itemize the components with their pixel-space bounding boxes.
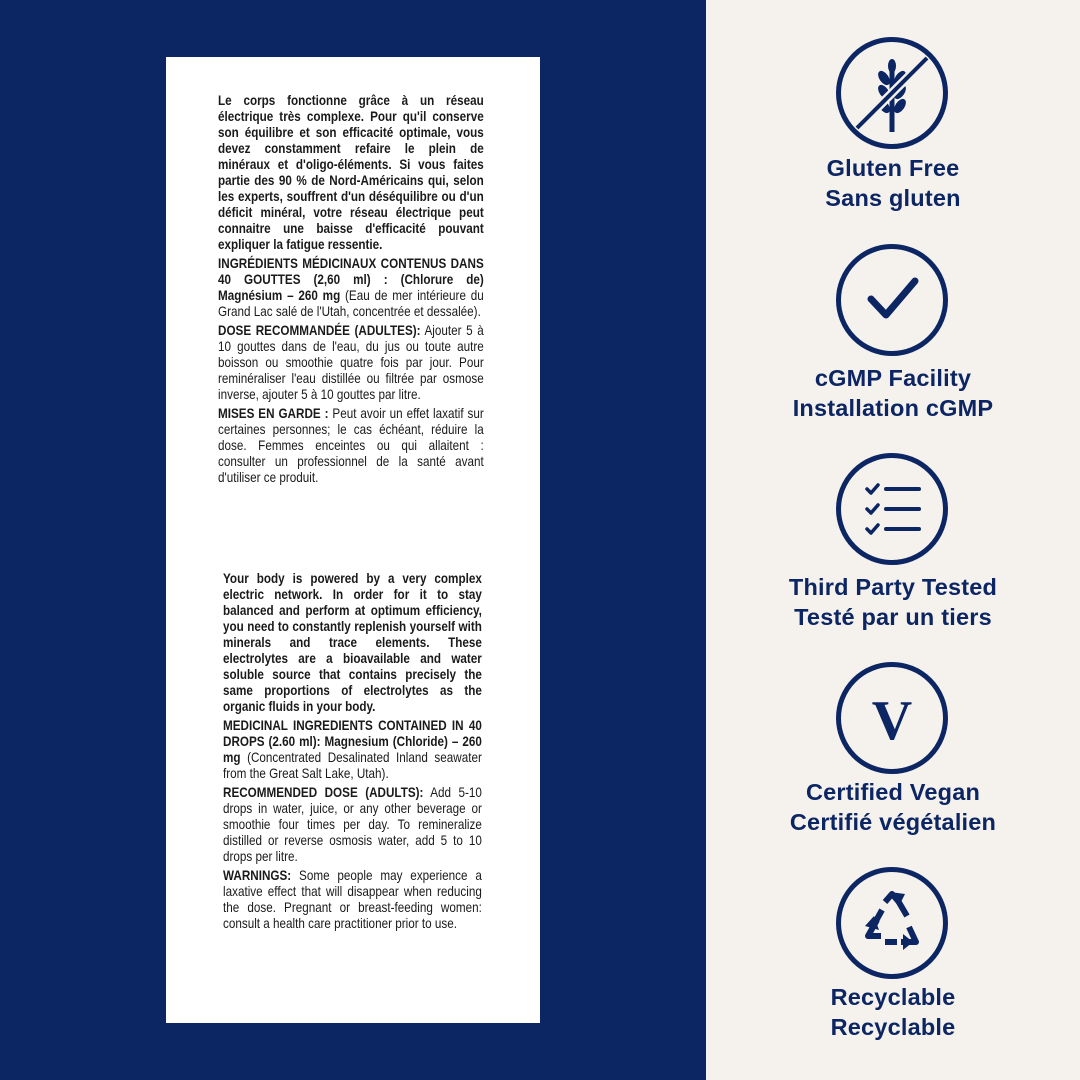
badge-gluten-free-subtitle: Sans gluten — [825, 185, 961, 211]
badge-cgmp-title: cGMP Facility — [814, 365, 972, 391]
vegan-v-letter: V — [871, 690, 913, 752]
checkmark-icon — [836, 244, 948, 356]
gluten-free-wheat-icon — [836, 37, 948, 149]
fr-warnings-text: Peut avoir un effet laxatif sur certaines personnes; le cas échéant, réduire la dose. Femmes enceintes ou qui allaitent : consulter un professionnel de la santé avant d'utiliser ce produit. — [218, 406, 484, 485]
en-ingredients-text: (Concentrated Desalinated Inland seawater from the Great Salt Lake, Utah). — [223, 750, 482, 781]
fr-ingredients-heading: INGRÉDIENTS MÉDICINAUX CONTENUS DANS 40 GOUTTES (2,60 ml) : (Chlorure de) Magnésium – 260 mg — [218, 256, 484, 303]
fr-dose-paragraph — [218, 323, 484, 403]
en-intro-paragraph: Your body is powered by a very complex electric network. In order for it to stay balanced and perform at optimum efficiency, you need to constantly replenish yourself with minerals and trace elements. These electrolytes are a bioavailable and water soluble source that contains precisely the same proportions of electrolytes as the organic fluids in your body. — [223, 571, 482, 714]
fr-dose-heading: DOSE RECOMMANDÉE (ADULTES): — [218, 323, 421, 338]
fr-ingredients-text: (Eau de mer intérieure du Grand Lac salé de l'Utah, concentrée et dessalée). — [218, 288, 484, 319]
fr-dose-text: Ajouter 5 à 10 gouttes dans de l'eau, du jus ou toute autre boisson ou smoothie quatre fois par jour. Pour reminéraliser l'eau distillée ou filtrée par osmose inverse, ajouter 5 à 10 gouttes par litre. — [218, 323, 484, 402]
english-label-text — [223, 571, 482, 935]
fr-ingredients-paragraph — [218, 256, 484, 320]
recycle-icon — [836, 867, 948, 979]
fr-warnings-heading: MISES EN GARDE : — [218, 406, 329, 421]
badge-gluten-free-title: Gluten Free — [826, 155, 960, 181]
en-dose-paragraph — [223, 785, 482, 865]
badge-recyclable-title: Recyclable — [830, 984, 956, 1010]
en-warnings-paragraph — [223, 868, 482, 932]
en-warnings-text: Some people may experience a laxative effect that will disappear when reducing the dose. Pregnant or breast-feeding women: consult a health care practitioner prior to use. — [223, 868, 482, 931]
en-ingredients-heading: MEDICINAL INGREDIENTS CONTAINED IN 40 DROPS (2.60 ml): Magnesium (Chloride) – 260 mg — [223, 718, 482, 765]
badge-recyclable-subtitle: Recyclable — [830, 1014, 956, 1040]
en-dose-text: Add 5-10 drops in water, juice, or any other beverage or smoothie four times per day. To remineralize distilled or reverse osmosis water, add 5 to 10 drops per litre. — [223, 785, 482, 864]
badge-vegan-subtitle: Certifié végétalien — [789, 809, 997, 835]
badge-cgmp-subtitle: Installation cGMP — [792, 395, 994, 421]
checklist-icon — [836, 453, 948, 565]
en-ingredients-paragraph — [223, 718, 482, 782]
fr-intro-paragraph: Le corps fonctionne grâce à un réseau électrique très complexe. Pour qu'il conserve son équilibre et son efficacité optimale, vous devez constamment refaire le plein de minéraux et d'oligo-éléments. Si vous faites partie des 90 % de Nord-Américains qui, selon les experts, souffrent d'un déséquilibre ou d'un déficit minéral, votre réseau électrique peut connaitre une baisse d'efficacité pouvant expliquer la fatigue ressentie. — [218, 93, 484, 252]
fr-warnings-paragraph — [218, 406, 484, 486]
en-warnings-heading: WARNINGS: — [223, 868, 292, 883]
certification-badges-panel — [706, 0, 1080, 1080]
vegan-v-icon — [836, 662, 948, 774]
badge-vegan-title: Certified Vegan — [805, 779, 981, 805]
badge-third-party-subtitle: Testé par un tiers — [794, 604, 992, 630]
french-label-text — [218, 93, 484, 489]
en-dose-heading: RECOMMENDED DOSE (ADULTS): — [223, 785, 424, 800]
badge-third-party-title: Third Party Tested — [788, 574, 998, 600]
product-label-card — [166, 57, 540, 1023]
